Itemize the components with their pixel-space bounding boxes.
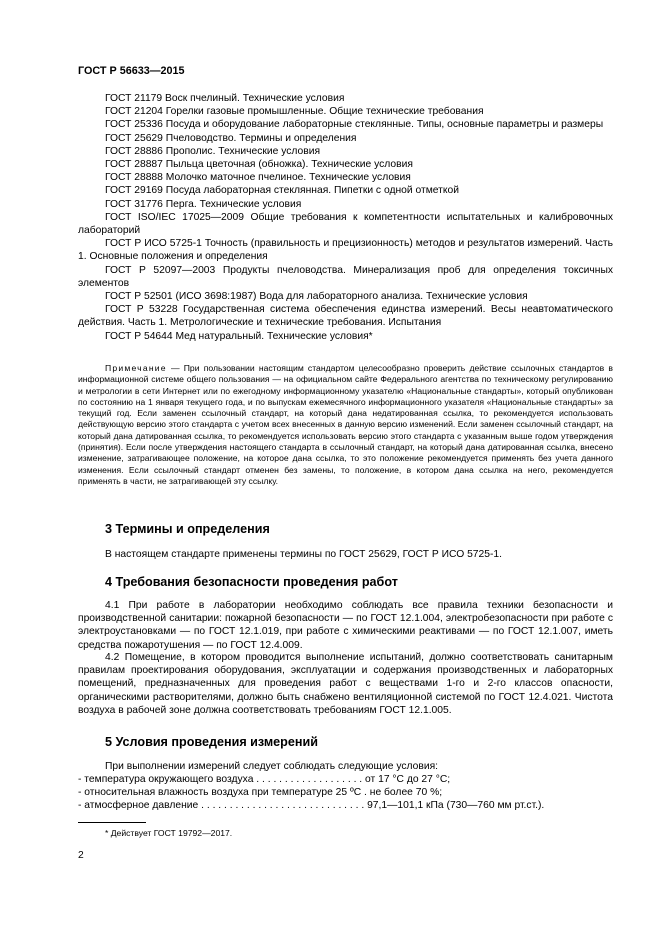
section-4-1-text: 4.1 При работе в лаборатории необходимо соблюдать все правила техники безопасности и производственной санитарии: пожарной безопасности — по ГОСТ 12.1.004, электробезопасности при работе с электроустановками — по ГОСТ 12.1.019, при работе с химическими реактивами — по ГОСТ 12.1.007, иметь средства пожаротушения — по ГОСТ 12.4.009.: [78, 600, 613, 651]
normative-references-list: [78, 92, 613, 343]
section-4-heading: 4 Требования безопасности проведения работ: [105, 575, 398, 589]
reference-item: ГОСТ 28888 Молочко маточное пчелиное. Технические условия: [105, 172, 411, 184]
reference-item: ГОСТ 21179 Воск пчелиный. Технические условия: [105, 93, 345, 104]
condition-value: не более 70 %;: [369, 787, 443, 798]
reference-item: ГОСТ 28887 Пыльца цветочная (обножка). Технические условия: [105, 159, 413, 171]
reference-item: ГОСТ 28886 Прополис. Технические условия: [105, 145, 321, 157]
section-3-heading: 3 Термины и определения: [105, 522, 270, 536]
reference-item: ГОСТ 31776 Перга. Технические условия: [105, 198, 302, 210]
document-header: ГОСТ Р 56633—2015: [78, 65, 185, 77]
reference-item: ГОСТ Р 52501 (ИСО 3698:1987) Вода для лабораторного анализа. Технические условия: [105, 291, 528, 303]
section-5-intro: При выполнении измерений следует соблюдать следующие условия:: [105, 761, 439, 772]
condition-humidity: [78, 786, 618, 799]
reference-item: ГОСТ 25336 Посуда и оборудование лабораторные стеклянные. Типы, основные параметры и размеры: [105, 119, 604, 131]
condition-leader: . . . . . . . . . . . . . . . . . . .: [253, 774, 366, 785]
condition-label: - атмосферное давление: [78, 800, 199, 811]
reference-item: ГОСТ Р 54644 Мед натуральный. Технические условия*: [105, 330, 373, 342]
section-3-text: В настоящем стандарте применены термины по ГОСТ 25629, ГОСТ Р ИСО 5725-1.: [105, 549, 503, 560]
condition-temperature: [78, 773, 618, 786]
condition-value: 97,1—101,1 кПа (730—760 мм рт.ст.).: [367, 800, 545, 811]
condition-label: - относительная влажность воздуха при температуре 25 ºС: [78, 787, 362, 798]
condition-label: - температура окружающего воздуха: [78, 774, 254, 785]
note-label: Примечание: [105, 363, 167, 373]
condition-leader: . . . . . . . . . . . . . . . . . . . . . . . . . . . . .: [198, 800, 368, 811]
note-paragraph: [78, 363, 613, 487]
section-5-heading: 5 Условия проведения измерений: [105, 735, 318, 749]
condition-value: от 17 °С до 27 °С;: [365, 774, 451, 785]
footnote-separator: [78, 822, 146, 823]
reference-item: ГОСТ ISO/IEC 17025—2009 Общие требования к компетентности испытательных и калибровочных лабораторий: [78, 211, 613, 237]
section-4-2-text: 4.2 Помещение, в котором проводится выполнение испытаний, должно соответствовать санитарным правилам проектирования оборудования, эксплуатации и содержания производственных и лабораторных помещений, предназначенных для проведения работ с веществами 1-го и 2-го классов опасности, органическими растворителями, должно быть снабжено вентиляционной системой по ГОСТ 12.4.021. Чистота воздуха в рабочей зоне должна соответствовать требованиям ГОСТ 12.1.005.: [78, 652, 613, 716]
note-text: — При пользовании настоящим стандартом целесообразно проверить действие ссылочных стандартов в информационной системе общего пользования — на официальном сайте Федерального агентства по техническому регулированию и метрологии в сети Интернет или по ежегодному информационному указателю «Национальные стандарты», который опубликован по состоянию на 1 января текущего года, и по выпускам ежемесячного информационного указателя «Национальные стандарты» за текущий год. Если заменен ссылочный стандарт, на который дана недатированная ссылка, то рекомендуется использовать действующую версию этого стандарта с учетом всех внесенных в данную версию изменений. Если заменен ссылочный стандарт, на который дана датированная ссылка, то рекомендуется использовать версию этого стандарта с указанным выше годом утверждения (принятия). Если после утверждения настоящего стандарта в ссылочный стандарт, на который дана датированная ссылка, внесено изменение, затрагивающее положение, на которое дана ссылка, то это положение рекомендуется применять без учета данного изменения. Если ссылочный стандарт отменен без замены, то положение, в котором дана ссылка на него, рекомендуется применять в части, не затрагивающей эту ссылку.: [78, 363, 613, 486]
reference-item: ГОСТ Р 52097—2003 Продукты пчеловодства. Минерализация проб для определения токсичных элементов: [78, 264, 613, 289]
condition-pressure: [78, 799, 618, 812]
reference-item: ГОСТ 21204 Горелки газовые промышленные. Общие технические требования: [105, 106, 484, 118]
reference-item: ГОСТ 25629 Пчеловодство. Термины и определения: [105, 132, 357, 144]
reference-item: ГОСТ 29169 Посуда лабораторная стеклянная. Пипетки с одной отметкой: [105, 185, 459, 197]
condition-leader: .: [361, 787, 370, 798]
footnote: * Действует ГОСТ 19792—2017.: [105, 828, 233, 838]
reference-item: ГОСТ Р 53228 Государственная система обеспечения единства измерений. Весы неавтоматического действия. Часть 1. Метрологические и технические требования. Испытания: [78, 304, 613, 329]
reference-item: ГОСТ Р ИСО 5725-1 Точность (правильность и прецизионность) методов и результатов измерений. Часть 1. Основные положения и определения: [78, 238, 613, 263]
page-number: 2: [78, 850, 84, 861]
